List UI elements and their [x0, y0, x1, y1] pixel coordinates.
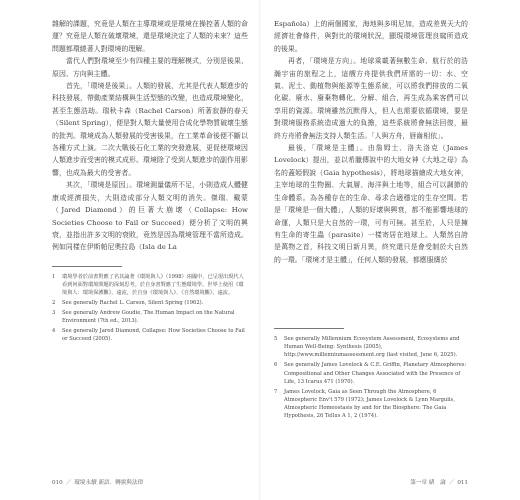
- footnote-number: 6: [274, 362, 278, 369]
- footnote-text: See generally Rachel L. Carson, Silent Spring (1962).: [62, 300, 204, 306]
- left-footnotes: [52, 273, 248, 344]
- footnote-number: 1: [52, 273, 56, 280]
- left-folio: [52, 478, 143, 486]
- footnote: [274, 388, 468, 420]
- right-folio: [410, 478, 468, 486]
- left-paragraph-3: 首先，「環境是後果」。人類的發展，尤其是代表人類進步的科技發展，帶動產業結構與生活型態的改變，也造成環境變化，甚至生態浩劫。瑞秋卡森（Rachel Carson）所著寂靜的春天（Silent Spring），便是對人類大量使用合成化學物質破壞生態的批判。環境成為人類發展的受害後果，在工業革命後便不斷以各種方式上演。二次大戰後石化工業的突發進展，更促使環境因人類進步而受害的模式成形。環境除了受到人類進步的副作用影響，也成為最大的受害者。: [52, 82, 248, 177]
- right-body-text: [274, 18, 468, 266]
- left-body-text: [52, 18, 248, 254]
- folio-separator: ／: [65, 480, 72, 486]
- page-number: 011: [457, 480, 468, 486]
- footnote-text: James Lovelock, Gaia as Seen Through the Atmosphere, 6 Atmospheric Env't 579 (1972); James Lovelock & Lynn Margulis, Atmospheric Homeostasis by and for the Biosphere: The Gaia Hypothesis, 26 Tellus A 1, 2 (1974).: [284, 388, 455, 419]
- right-paragraph-3: 最後，「環境是主體」。由詹姆士．洛夫洛克（James Lovelock）提出，並以希臘傳說中的大地女神《大地之母》為名的蓋婭假說（Gaia hypothesis），將地球描繪成大地女神，主宰地球的生物圈、大氣層、海洋與土地等，組合可以調節的生命體系。為各種存在的生命、尋求合適穩定的生存空間。若是「環境是一個大體」，人類的好壞與興衰，都不能影響地球的命運，人類只是大自然的一環，可有可無。甚至於，人只是擁有生命的寄生蟲（parasite）一樣寄居在地球上。人類然自誇是萬物之首，科技文明日新月異，終究還只是會受制於大自然的一環。「環境才是主體」，任何人類的發展，都應服膺於: [274, 144, 468, 264]
- footnote-text: See generally Millennium Ecosystem Assessment, Ecosystems and Human Well-Being: Synthesis (2005), http://www.millenniumassessment.org (last visited, June 6, 2025).: [284, 336, 460, 359]
- footnote-text: See generally Andrew Goudie, The Human Impact on the Natural Environment (7th ed., 2013).: [62, 310, 235, 325]
- footnote-number: 7: [274, 388, 278, 395]
- page-number: 010: [52, 480, 63, 486]
- right-footnotes: [274, 335, 468, 420]
- chapter-label: 第一章: [410, 480, 428, 486]
- right-page: [260, 0, 520, 500]
- right-paragraph-2: 再者，「環境是方向」。地球乘載著無數生命、航行於的浩瀚宇宙的旅程之上，這艘方舟提供我們所需的一切：水、空氣、泥土、動植物與能源等生態系統，可以將我們排放的二氧化碳、廢水、廢棄物轉化、分解、組合，再生成為乘客們可以享用的資源。環境雖然沉默得人，但人也需要依循環境，要是對環境服務系統造成過大的負擔，這些系統將會無法回復，最終方舟將會無法支持人類生活。「人與方舟，唇齒相依」。: [274, 57, 468, 140]
- footnote-number: 4: [52, 328, 56, 335]
- running-title: 緒 論: [428, 480, 446, 486]
- footnote-number: 2: [52, 300, 56, 306]
- left-paragraph-4: 其次，「環境是原因」。環境測量儀所不足，小則造成人體健康或經濟損失，大則造成部分人類文明的消失。傑瑞．戴蒙（Jared Diamond）的巨著大崩壞（Collapse: How Societies Choose to Fail or Succeed）便分析了文明的興衰，並指出許多文明的衰敗，竟然是因為環境管理不當所造成。例如同樣在伊斯帕尼奧拉島（Isla de La: [52, 181, 248, 252]
- left-paragraph-2: 當代人們對環境至少有四種主要的理解模式，分別是後果、原因、方向與主體。: [52, 57, 248, 78]
- footnote: [52, 309, 248, 325]
- footnote-number: 3: [52, 310, 56, 317]
- footnote: [52, 299, 248, 307]
- footnote: [52, 273, 248, 297]
- footnote-divider: [274, 328, 344, 329]
- folio-separator: ／: [448, 480, 455, 486]
- running-title: 環境永續 新語．轉捩與法律: [74, 480, 144, 486]
- footnote-divider: [52, 266, 122, 267]
- footnote-text: 環境學者於前書對應了名其論著《環境與人》（1998）兩國中，已呈現出現代人看到何面對環境問題的深刻思考。於自身書對應了生態環境學。世界上使用《環境與人：環境保護觀》，遠流，於自身《環境與人》、《自然環境觀》，遠流。: [62, 273, 244, 296]
- footnote-text: See generally James Lovelock & C.E. Griffin, Planetary Atmospheres: Compositional and Other Changes Associated with the Presence of Life, 13 Icarus 471 (1970).: [284, 362, 467, 385]
- left-paragraph-1: 雜解的課題，究竟是人類在主導環境或是環境在操控著人類的命運？究竟是人類在破壞環境，還是環境決定了人類的未來？這些問題都環繞著人對環境的理解。: [52, 20, 248, 53]
- footnote-number: 5: [274, 336, 278, 343]
- right-paragraph-1: Española）上的兩個國家，海地與多明尼加，造成差異天大的經濟社會條件，與對比的環境狀況，顯現環境管理良窳所造成的後果。: [274, 20, 468, 53]
- footnote: [274, 335, 468, 359]
- footnote: [274, 361, 468, 385]
- footnote: [52, 327, 248, 343]
- footnote-text: See generally Jared Diamond, Collapse: How Societies Choose to Fail or Succeed (2005).: [62, 328, 245, 343]
